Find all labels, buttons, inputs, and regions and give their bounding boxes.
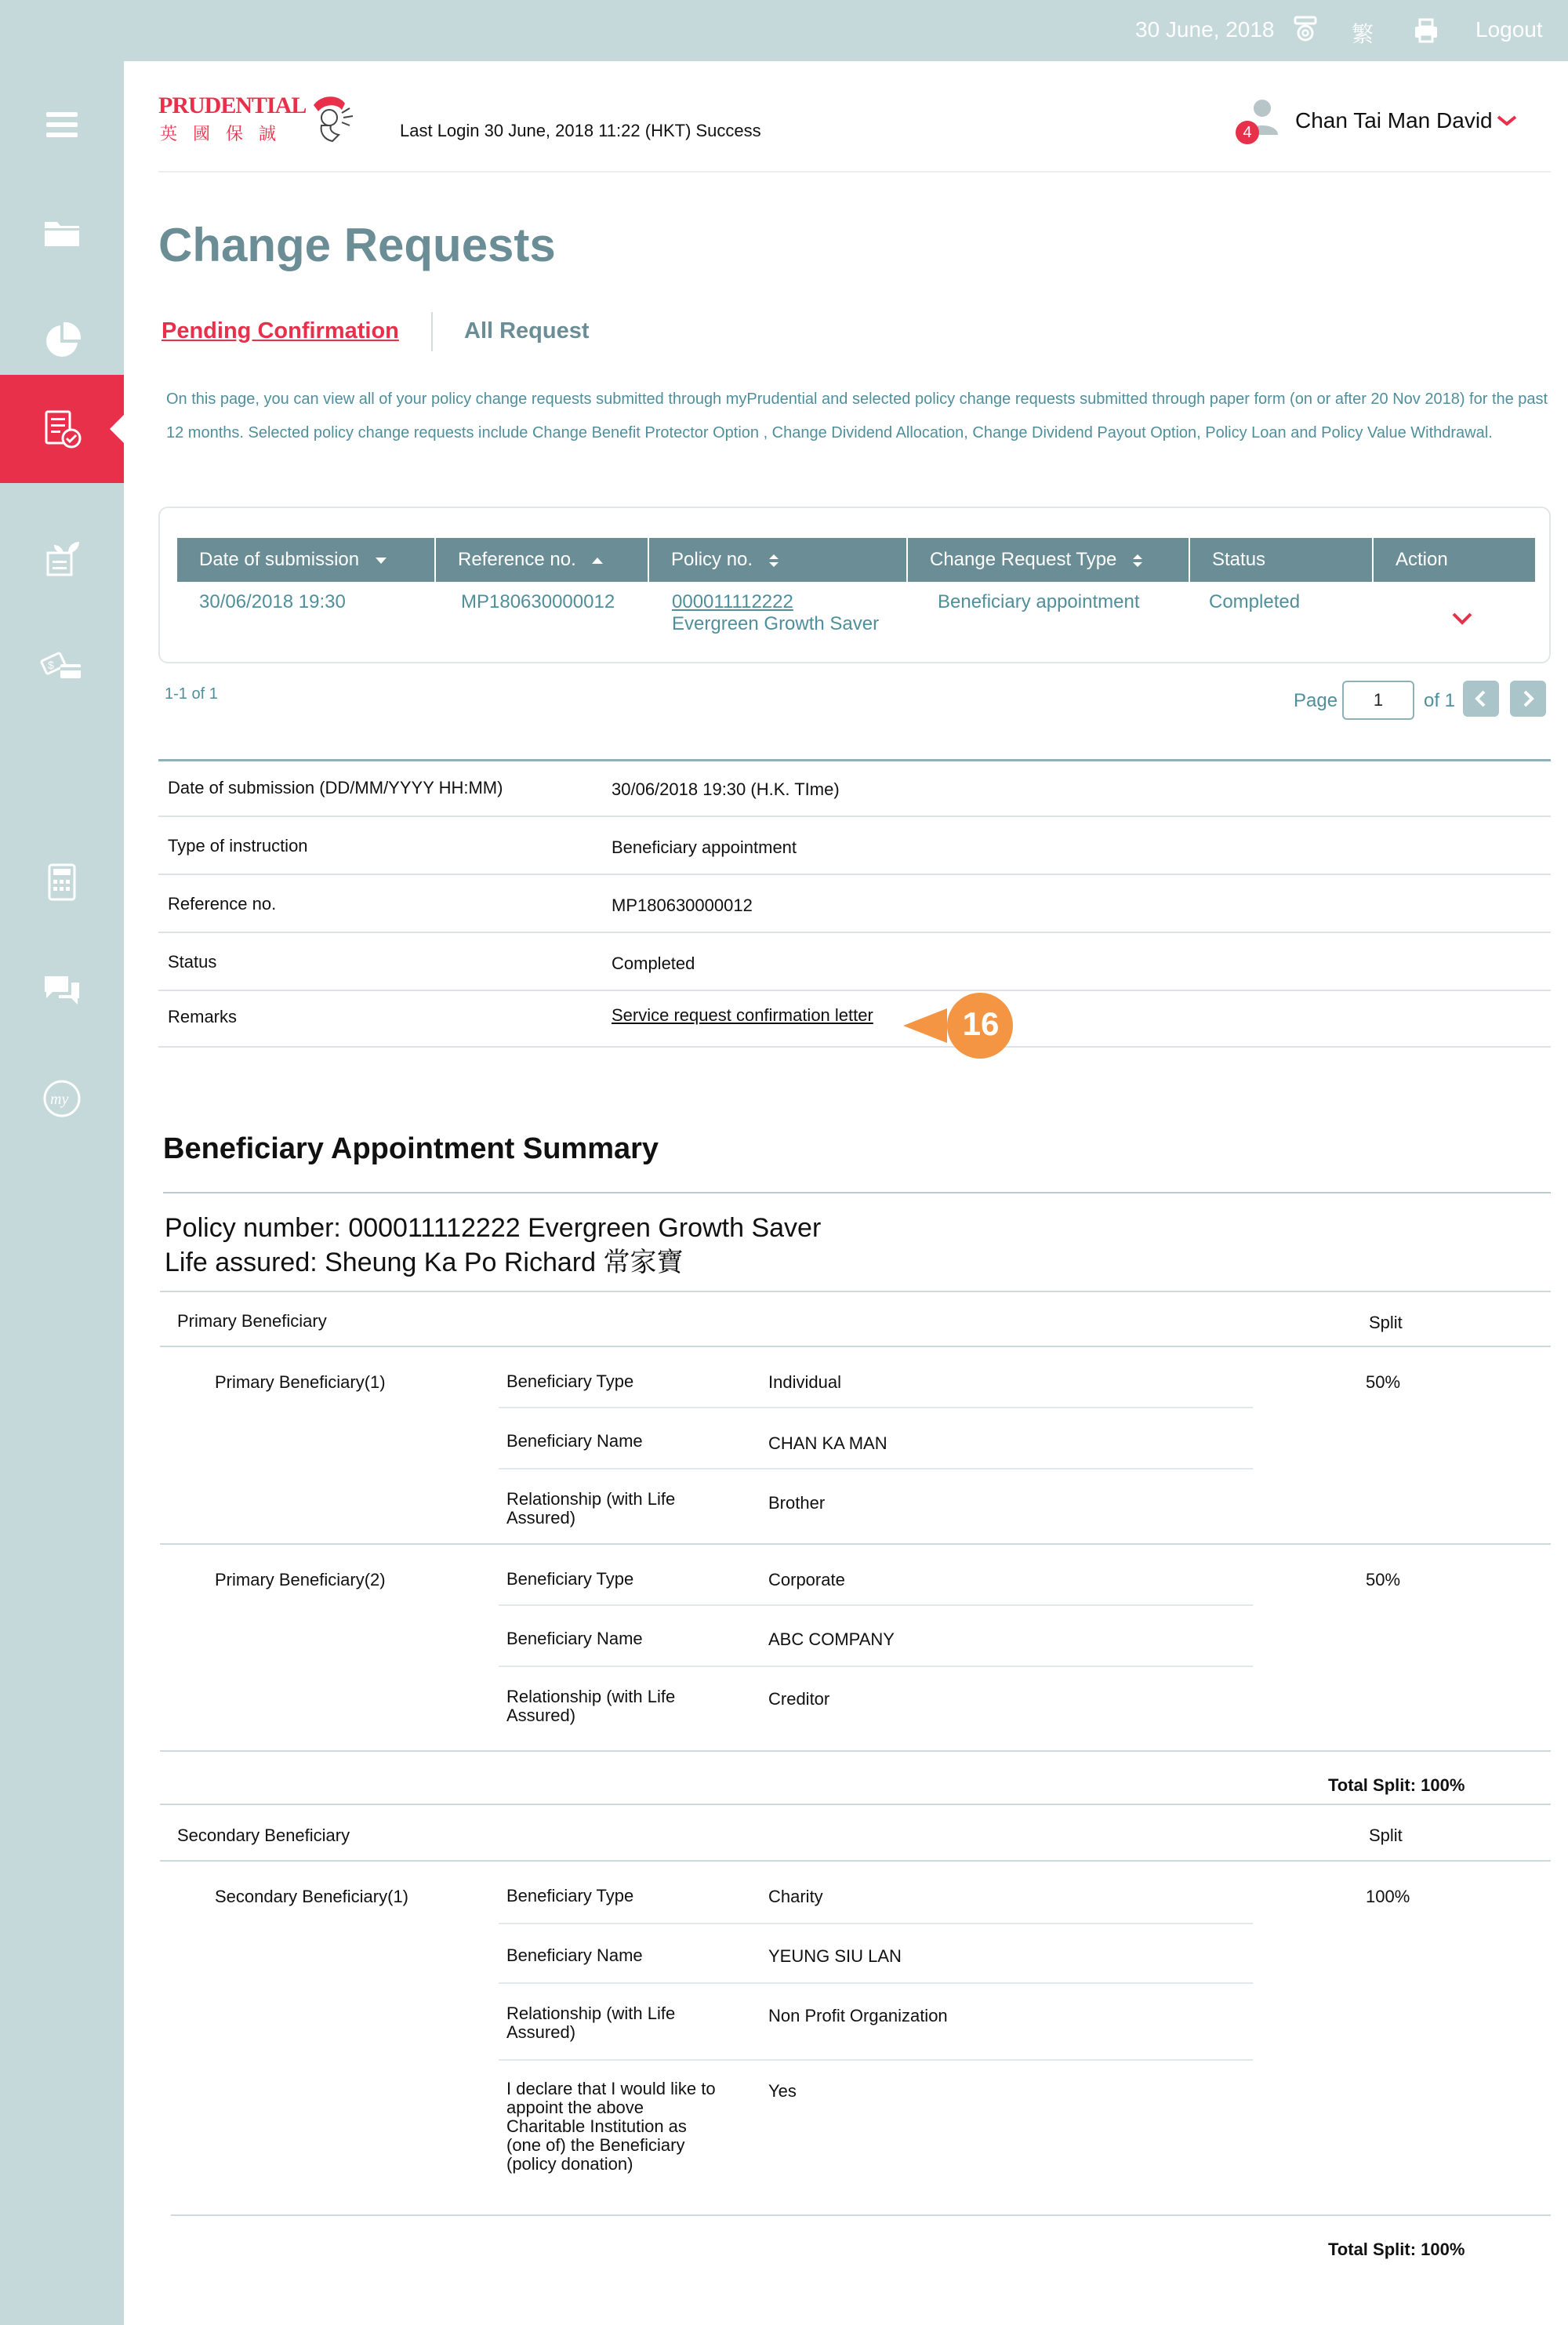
secondary-total-split: Total Split: 100%: [1328, 2240, 1465, 2259]
svg-text:$: $: [48, 659, 54, 671]
field-value: YEUNG SIU LAN: [768, 1946, 902, 1966]
field-label: Beneficiary Name: [506, 1945, 643, 1965]
summary-title: Beneficiary Appointment Summary: [163, 1132, 659, 1165]
secondary-beneficiary-1-label: Secondary Beneficiary(1): [215, 1887, 409, 1906]
summary-life-assured-line: Life assured: Sheung Ka Po Richard 常家寶: [165, 1248, 684, 1277]
column-action-label: Action: [1396, 549, 1448, 570]
split-heading: Split: [1369, 1825, 1403, 1845]
detail-label: Date of submission (DD/MM/YYYY HH:MM): [168, 778, 503, 797]
column-status-label: Status: [1212, 549, 1266, 570]
user-name[interactable]: Chan Tai Man David: [1295, 108, 1493, 133]
detail-label: Remarks: [168, 1007, 238, 1026]
field-label: Relationship (with Life Assured): [506, 2003, 676, 2042]
column-reference[interactable]: [436, 538, 649, 582]
primary-beneficiary-2-split: 50%: [1366, 1570, 1401, 1589]
pie-chart-icon: [40, 319, 84, 363]
brand-name-cn: 英國保誠: [160, 124, 292, 143]
field-value: Creditor: [768, 1689, 830, 1709]
sort-both-icon: [1131, 553, 1144, 569]
print-icon[interactable]: [1413, 17, 1439, 44]
row-reference: MP180630000012: [461, 591, 615, 612]
row-policy-link[interactable]: 000011112222: [672, 591, 793, 612]
section-rule: [160, 1291, 1551, 1292]
logout-link[interactable]: Logout: [1475, 17, 1543, 42]
header-divider: [158, 171, 1551, 173]
column-type-label: Change Request Type: [930, 549, 1117, 570]
sidebar-item-billing[interactable]: [0, 612, 124, 720]
column-status: [1190, 538, 1374, 582]
detail-label: Status: [168, 952, 217, 972]
sidebar-item-change-requests[interactable]: [0, 375, 124, 483]
menu-icon: [40, 103, 84, 147]
prudence-lady-icon: [298, 89, 356, 146]
chevron-down-icon[interactable]: [1496, 113, 1518, 129]
field-value: Charity: [768, 1887, 823, 1906]
split-heading: Split: [1369, 1313, 1403, 1332]
change-request-icon: [40, 407, 84, 451]
plant-document-icon: [40, 536, 84, 579]
detail-row-remarks: [158, 991, 1551, 1048]
chevron-left-icon: [1473, 689, 1489, 708]
brand-name: PRUDENTIAL: [158, 93, 307, 118]
field-label: Beneficiary Name: [506, 1431, 643, 1451]
field-label: Beneficiary Name: [506, 1629, 643, 1648]
detail-row-reference: [158, 875, 1551, 933]
email-icon[interactable]: [1292, 16, 1319, 42]
primary-beneficiary-1-split: 50%: [1366, 1372, 1401, 1392]
prudential-logo[interactable]: [158, 89, 354, 146]
field-value: Corporate: [768, 1570, 845, 1589]
chevron-right-icon: [1520, 689, 1536, 708]
field-label: I declare that I would like to appoint the above Charitable Institution as (one of) the Beneficiary (policy donation): [506, 2079, 716, 2174]
page-title: Change Requests: [158, 219, 556, 271]
top-bar: [0, 0, 1568, 61]
last-login-text: Last Login 30 June, 2018 11:22 (HKT) Success: [400, 121, 761, 140]
summary-rule: [163, 1192, 1551, 1193]
next-page-button[interactable]: [1510, 681, 1546, 717]
field-rule: [499, 1666, 1253, 1667]
field-value: ABC COMPANY: [768, 1629, 895, 1649]
sort-asc-icon: [590, 556, 604, 565]
primary-beneficiary-2-label: Primary Beneficiary(2): [215, 1570, 386, 1589]
field-label: Beneficiary Type: [506, 1886, 634, 1905]
sidebar-item-policies[interactable]: [0, 179, 124, 287]
section-rule: [171, 2214, 1551, 2216]
previous-page-button[interactable]: [1463, 681, 1499, 717]
request-table: [158, 507, 1551, 663]
section-rule: [160, 1804, 1551, 1805]
primary-beneficiary-heading: Primary Beneficiary: [177, 1311, 327, 1331]
tab-divider: [431, 312, 433, 351]
detail-value: 30/06/2018 19:30 (H.K. TIme): [612, 779, 840, 799]
column-policy-label: Policy no.: [671, 549, 753, 570]
main-panel: [124, 61, 1568, 2325]
field-rule: [499, 1604, 1253, 1606]
field-rule: [499, 1468, 1253, 1469]
field-label: Beneficiary Type: [506, 1569, 634, 1589]
my-prudential-icon: [40, 1077, 84, 1121]
sidebar-item-my-prudential[interactable]: [0, 1044, 124, 1153]
sidebar-item-menu[interactable]: [0, 71, 124, 179]
column-action: [1374, 538, 1535, 582]
detail-value: Beneficiary appointment: [612, 837, 797, 857]
field-label: Beneficiary Type: [506, 1371, 634, 1391]
language-toggle[interactable]: 繁: [1352, 22, 1374, 46]
sort-desc-icon: [374, 556, 388, 565]
sidebar-item-calculator[interactable]: [0, 828, 124, 936]
field-rule: [499, 1407, 1253, 1408]
field-rule: [499, 1982, 1253, 1984]
column-type[interactable]: [908, 538, 1190, 582]
money-card-icon: [40, 644, 84, 688]
field-label: Relationship (with Life Assured): [506, 1687, 676, 1725]
sidebar-item-messages[interactable]: [0, 936, 124, 1044]
secondary-beneficiary-1-split: 100%: [1366, 1887, 1410, 1906]
column-date[interactable]: [177, 538, 436, 582]
primary-beneficiary-1-label: Primary Beneficiary(1): [215, 1372, 386, 1392]
field-value: Non Profit Organization: [768, 2006, 948, 2025]
intro-text: On this page, you can view all of your policy change requests submitted through myPrudential and selected policy change requests submitted through paper form (on or after 20 Nov 2018) for the past 12 months. Selected policy change requests include Change Benefit Protector Option , Change Dividend Allocation, Change Dividend Payout Option, Policy Loan and Policy Value Withdrawal.: [166, 391, 1548, 441]
row-status: Completed: [1209, 591, 1301, 612]
detail-row-status: [158, 933, 1551, 991]
detail-row-date: [158, 759, 1551, 817]
page-total: of 1: [1424, 690, 1456, 711]
column-policy[interactable]: [649, 538, 908, 582]
callout-number: 16: [962, 1005, 1000, 1042]
detail-label: Type of instruction: [168, 836, 308, 856]
section-rule: [160, 1543, 1551, 1545]
chat-icon: [40, 968, 84, 1012]
tab-pending-confirmation[interactable]: Pending Confirmation: [162, 318, 399, 343]
current-date: 30 June, 2018: [1135, 17, 1275, 42]
sidebar: [0, 61, 124, 2325]
field-value: CHAN KA MAN: [768, 1433, 887, 1453]
field-label: Relationship (with Life Assured): [506, 1489, 676, 1528]
primary-total-split: Total Split: 100%: [1328, 1775, 1465, 1795]
row-date: 30/06/2018 19:30: [199, 591, 346, 612]
summary-policy-info: [165, 1211, 821, 1280]
field-rule: [499, 1923, 1253, 1924]
detail-value: MP180630000012: [612, 895, 753, 915]
sidebar-item-investments[interactable]: [0, 503, 124, 612]
column-date-label: Date of submission: [199, 549, 360, 570]
row-type: Beneficiary appointment: [938, 591, 1140, 612]
folder-icon: [40, 211, 84, 255]
row-policy-name: Evergreen Growth Saver: [672, 613, 880, 634]
section-rule: [160, 1750, 1551, 1752]
sort-both-icon: [768, 553, 780, 569]
notification-badge[interactable]: 4: [1236, 121, 1259, 144]
section-rule: [160, 1860, 1551, 1862]
summary-policy-line: Policy number: 000011112222 Evergreen Growth Saver: [165, 1213, 822, 1243]
calculator-icon: [40, 860, 84, 904]
detail-row-type: [158, 817, 1551, 875]
detail-label: Reference no.: [168, 894, 277, 914]
field-value: Individual: [768, 1372, 841, 1392]
page-input[interactable]: [1342, 681, 1414, 720]
page-label: Page: [1294, 690, 1338, 711]
column-reference-label: Reference no.: [458, 549, 576, 570]
confirmation-letter-link[interactable]: Service request confirmation letter: [612, 1005, 873, 1025]
svg-text:my: my: [50, 1091, 69, 1108]
result-count: 1-1 of 1: [165, 685, 218, 703]
section-rule: [160, 1346, 1551, 1347]
detail-value: Completed: [612, 954, 695, 973]
secondary-beneficiary-heading: Secondary Beneficiary: [177, 1825, 350, 1845]
request-table-header: [177, 538, 1535, 582]
field-rule: [499, 2059, 1253, 2061]
field-value: Brother: [768, 1493, 826, 1513]
tab-all-request[interactable]: All Request: [464, 318, 590, 343]
field-value: Yes: [768, 2081, 797, 2101]
row-expand-chevron-icon[interactable]: [1450, 610, 1474, 627]
